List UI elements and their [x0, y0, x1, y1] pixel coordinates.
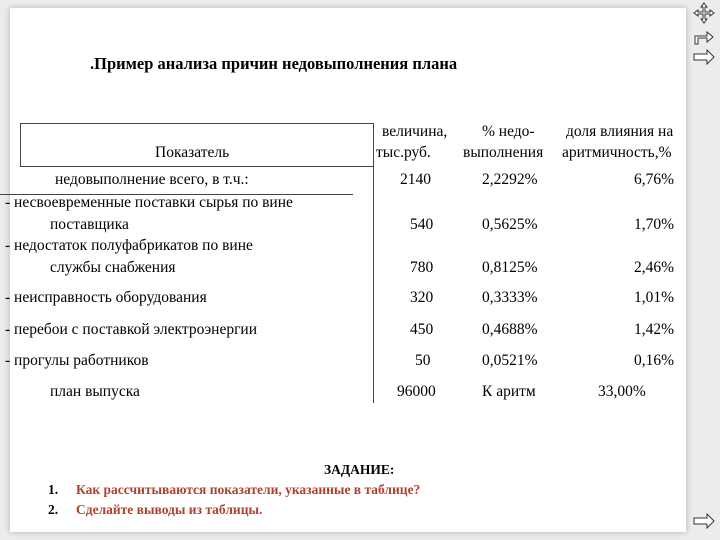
row-share: 0,16%: [634, 352, 675, 369]
row-value: 50: [415, 352, 431, 369]
row-pct: 2,2292%: [482, 171, 538, 188]
header-pct-line2: выполнения: [463, 144, 544, 161]
next-slide-icon-svg: [693, 512, 715, 530]
row-value: 540: [410, 216, 434, 233]
row-indicator: - перебои с поставкой электроэнергии: [5, 321, 258, 338]
header-pct-line1: % недо-: [482, 123, 535, 140]
row-share: 6,76%: [634, 171, 675, 188]
move-arrows-icon[interactable]: [692, 2, 716, 22]
task-item-text: Как рассчитываются показатели, указанные в таблице?: [76, 482, 421, 497]
row-share: 33,00%: [598, 383, 646, 400]
task-item: [48, 480, 648, 500]
table-border-left: [20, 123, 21, 167]
header-indicator: Показатель: [155, 144, 230, 161]
page-title: .Пример анализа причин недовыполнения плана: [90, 54, 458, 73]
row-indicator: - неисправность оборудования: [5, 289, 207, 306]
analysis-table: [5, 123, 696, 403]
column-divider: [373, 123, 374, 403]
row-indicator: - недостаток полуфабрикатов по вине: [5, 237, 253, 254]
row-pct: 0,0521%: [482, 352, 538, 369]
row-share: 1,42%: [634, 321, 675, 338]
row-share: 2,46%: [634, 259, 675, 276]
row-indicator: - несвоевременные поставки сырья по вине: [5, 194, 293, 211]
task-section: [48, 460, 648, 520]
header-value-line2: тыс.руб.: [376, 144, 431, 161]
row-pct: 0,8125%: [482, 259, 538, 276]
row-indicator-cont: поставщика: [50, 216, 129, 233]
row-indicator: недовыполнение всего, в т.ч.:: [55, 171, 249, 188]
forward-arrow-icon[interactable]: [692, 48, 716, 68]
row-pct: К аритм: [482, 383, 536, 400]
forward-arrow-icon-svg: [693, 48, 715, 66]
next-slide-icon[interactable]: [692, 512, 716, 532]
row-indicator-cont: службы снабжения: [50, 259, 176, 276]
row-share: 1,01%: [634, 289, 675, 306]
task-title: ЗАДАНИЕ:: [324, 462, 395, 477]
task-item-number: 2.: [48, 502, 59, 517]
row-value: 450: [410, 321, 434, 338]
task-item-number: 1.: [48, 482, 59, 497]
row-pct: 0,4688%: [482, 321, 538, 338]
move-arrows-icon-svg: [693, 2, 715, 24]
row-pct: 0,3333%: [482, 289, 538, 306]
header-value-line1: величина,: [382, 123, 448, 140]
row-value: 320: [410, 289, 434, 306]
row-value: 96000: [397, 383, 436, 400]
row-indicator: план выпуска: [50, 383, 140, 400]
return-arrow-icon[interactable]: [692, 26, 716, 46]
task-item-text: Сделайте выводы из таблицы.: [76, 502, 263, 517]
row-value: 780: [410, 259, 434, 276]
header-share-line2: аритмичность,%: [562, 144, 672, 161]
task-list: [48, 480, 648, 520]
row-indicator: - прогулы работников: [5, 352, 149, 369]
return-arrow-icon-svg: [693, 26, 715, 46]
header-divider: [20, 166, 373, 167]
task-item: [48, 500, 648, 520]
row-value: 2140: [400, 171, 431, 188]
table-border-top: [20, 123, 373, 124]
header-share-line1: доля влияния на: [566, 123, 674, 140]
row-pct: 0,5625%: [482, 216, 538, 233]
row-share: 1,70%: [634, 216, 675, 233]
